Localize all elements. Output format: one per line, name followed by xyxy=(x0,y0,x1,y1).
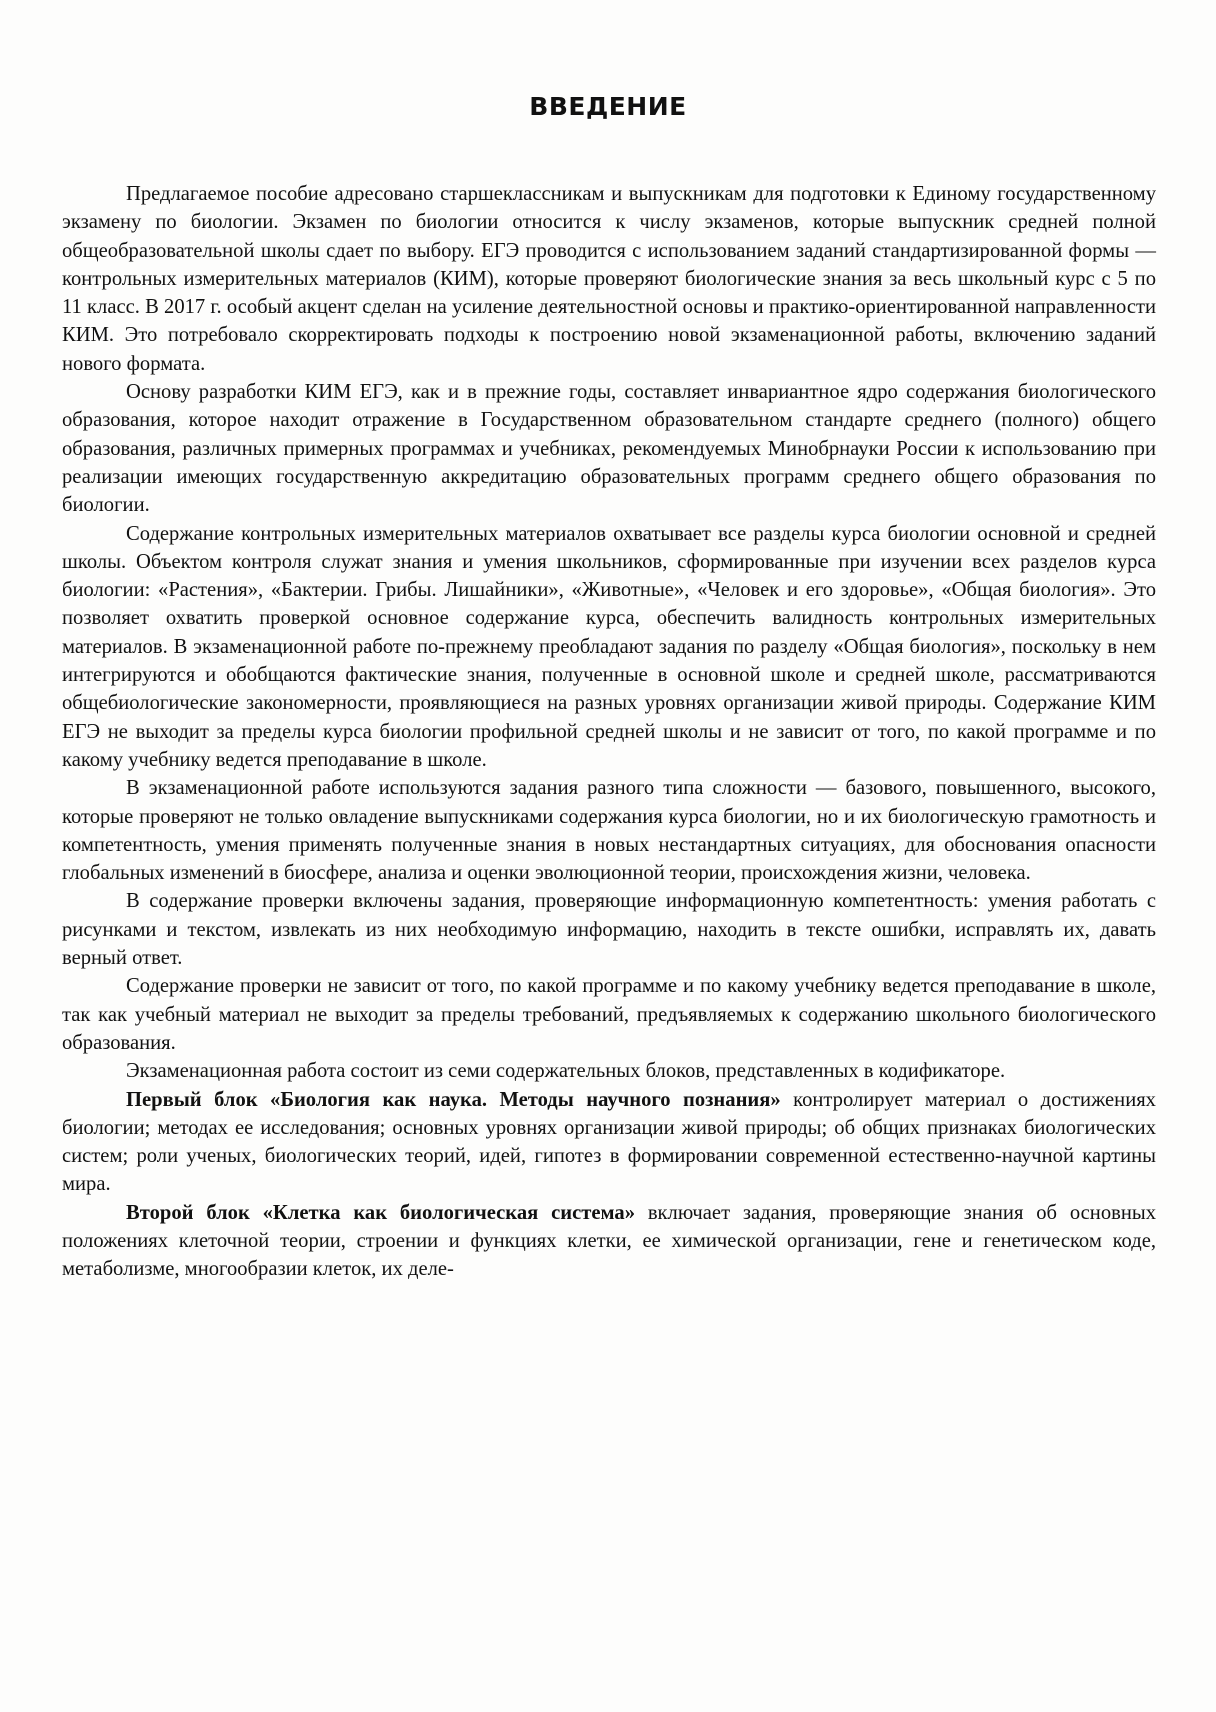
paragraph-kim-basis xyxy=(62,378,1156,519)
paragraph-lead: Второй блок «Клетка как биологическая система» xyxy=(126,1201,635,1224)
paragraph-text: Содержание проверки не зависит от того, по какой программе и по какому учебнику ведется преподавание в школе, так как учебный материал не выходит за пределы требований, предъявляемых к содержанию школьного биологического образования. xyxy=(62,975,1156,1054)
paragraph-text: В экзаменационной работе используются задания разного типа сложности — базового, повышенного, высокого, которые проверяют не только овладение выпускниками содержания курса биологии, но и их биологическую грамотность и компетентность, умения применять полученные знания в новых нестандартных ситуациях, для обоснования опасности глобальных изменений в биосфере, анализа и оценки эволюционной теории, происхождения жизни, человека. xyxy=(62,777,1156,885)
paragraph-lead: Первый блок «Биология как наука. Методы научного познания» xyxy=(126,1088,781,1111)
paragraph-text: включает задания, проверяющие знания об основных положениях клеточной теории, строении и функциях клетки, ее химической организации, гене и генетическом коде, метаболизме, многообразии клеток, их деле- xyxy=(62,1201,1156,1281)
paragraph-text: Предлагаемое пособие адресовано старшеклассникам и выпускникам для подготовки к Единому государственному экзамену по биологии. Экзамен по биологии относится к числу экзаменов, которые выпускник средней полной общеобразовательной школы сдает по выбору. ЕГЭ проводится с использованием заданий стандартизированной формы — контрольных измерительных материалов (КИМ), которые проверяют биологические знания за весь школьный курс с 5 по 11 класс. В 2017 г. особый акцент сделан на усиление деятельностной основы и практико-ориентированной направленности КИМ. Это потребовало скорректировать подходы к построению новой экзаменационной работы, включению заданий нового формата. xyxy=(62,183,1156,375)
paragraph-intro xyxy=(62,180,1156,378)
paragraph-block-1 xyxy=(62,1086,1156,1199)
paragraph-information-competence xyxy=(62,887,1156,972)
paragraph-block-2 xyxy=(62,1199,1156,1284)
paragraph-text: Основу разработки КИМ ЕГЭ, как и в прежние годы, составляет инвариантное ядро содержания биологического образования, которое находит отражение в Государственном образовательном стандарте среднего (полного) общего образования, различных примерных программах и учебниках, рекомендуемых Минобрнауки России к использованию при реализации имеющих государственную аккредитацию образовательных программ среднего общего образования по биологии. xyxy=(62,381,1156,517)
paragraph-text: Содержание контрольных измерительных материалов охватывает все разделы курса биологии основной и средней школы. Объектом контроля служат знания и умения школьников, сформированные при изучении всех разделов курса биологии: «Растения», «Бактерии. Грибы. Лишайники», «Животные», «Человек и его здоровье», «Общая биология». Это позволяет охватить проверкой основное содержание курса, обеспечить валидность контрольных измерительных материалов. В экзаменационной работе по-прежнему преобладают задания по разделу «Общая биология», поскольку в нем интегрируются и обобщаются фактические знания, полученные в основной школе и средней школе, рассматриваются общебиологические закономерности, проявляющиеся на разных уровнях организации живой природы. Содержание КИМ ЕГЭ не выходит за пределы курса биологии профильной средней школы и не зависит от того, по какой программе и по какому учебнику ведется преподавание в школе. xyxy=(62,522,1156,771)
paragraph-difficulty-levels xyxy=(62,774,1156,887)
paragraph-program-independence xyxy=(62,972,1156,1057)
paragraph-seven-blocks xyxy=(62,1057,1156,1085)
body-text xyxy=(62,180,1156,1284)
paragraph-content-scope xyxy=(62,520,1156,775)
page-title: ВВЕДЕНИЕ xyxy=(529,92,687,121)
paragraph-text: контролирует материал о достижениях биологии; методах ее исследования; основных уровнях организации живой природы; об общих признаках биологических систем; роли ученых, биологических теорий, идей, гипотез в формировании современной естественно-научной картины мира. xyxy=(62,1088,1156,1196)
paragraph-text: В содержание проверки включены задания, проверяющие информационную компетентность: умения работать с рисунками и текстом, извлекать из них необходимую информацию, находить в тексте ошибки, исправлять их, давать верный ответ. xyxy=(62,890,1156,970)
paragraph-text: Экзаменационная работа состоит из семи содержательных блоков, представленных в кодификаторе. xyxy=(126,1060,1006,1083)
